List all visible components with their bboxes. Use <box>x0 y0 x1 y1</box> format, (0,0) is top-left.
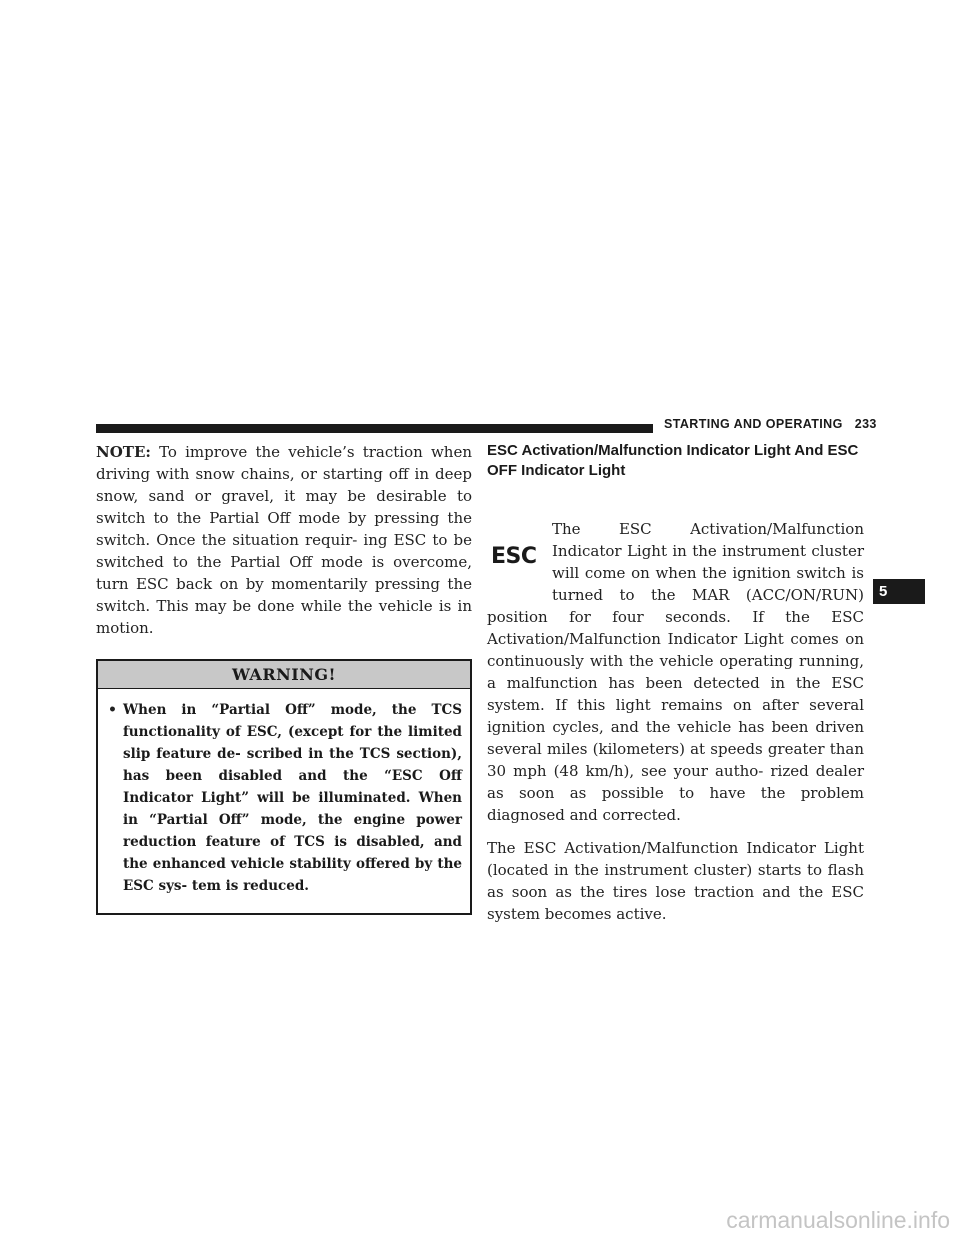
note-paragraph <box>96 441 472 639</box>
warning-box <box>96 659 472 915</box>
watermark: carmanualsonline.info <box>726 1207 950 1233</box>
page-number: 233 <box>854 417 877 431</box>
section-heading: ESC Activation/Malfunction Indicator Light And ESC OFF Indicator Light <box>487 442 859 479</box>
indicator-description <box>487 518 864 826</box>
note-label: NOTE: <box>96 443 151 461</box>
flash-paragraph: The ESC Activation/Malfunction Indicator Light (located in the instrument cluster) starts to flash as soon as the tires lose traction and the ESC system becomes active. <box>487 839 864 923</box>
bullet-icon: • <box>108 702 117 718</box>
left-column <box>96 441 472 915</box>
indicator-paragraph: The ESC Activation/Malfunction Indicator Light in the instrument cluster will come on when the ignition switch is turned to the MAR (ACC/ON/RUN) position for four seconds. If the ESC Activation/Malfunction Indicator Light comes on continuously with the vehicle operating running, a malfunction has been detected in the ESC system. If this light remains on after several ignition cycles, and the vehicle has been driven several miles (kilometers) at speeds greater than 30 mph (48 km/h), see your autho- rized dealer as soon as possible to have the problem diagnosed and corrected. <box>487 520 864 824</box>
note-text: To improve the vehicle’s traction when driving with snow chains, or starting off in deep snow, sand or gravel, it may be desirable to switch to the Partial Off mode by pressing the switch. Once the situation requir- ing ESC to be switched to the Partial Off mode is overcome, turn ESC back on by momentarily pressing the switch. This may be done while the vehicle is in motion. <box>96 443 472 637</box>
chapter-tab: 5 <box>873 579 925 604</box>
warning-body <box>98 689 470 913</box>
section-title: STARTING AND OPERATING <box>664 417 843 431</box>
right-column <box>487 441 864 925</box>
esc-icon-label: ESC <box>491 544 537 569</box>
warning-text: When in “Partial Off” mode, the TCS functionality of ESC, (except for the limited slip feature de- scribed in the TCS section), has been disabled and the “ESC Off Indicator Light” will be illuminated. When in “Partial Off” mode, the engine power reduction feature of TCS is disabled, and the enhanced vehicle stability offered by the ESC sys- tem is reduced. <box>123 702 462 894</box>
header-rule <box>96 424 653 433</box>
running-header <box>664 417 877 431</box>
warning-title: WARNING! <box>98 661 470 689</box>
esc-indicator-icon <box>487 518 547 606</box>
